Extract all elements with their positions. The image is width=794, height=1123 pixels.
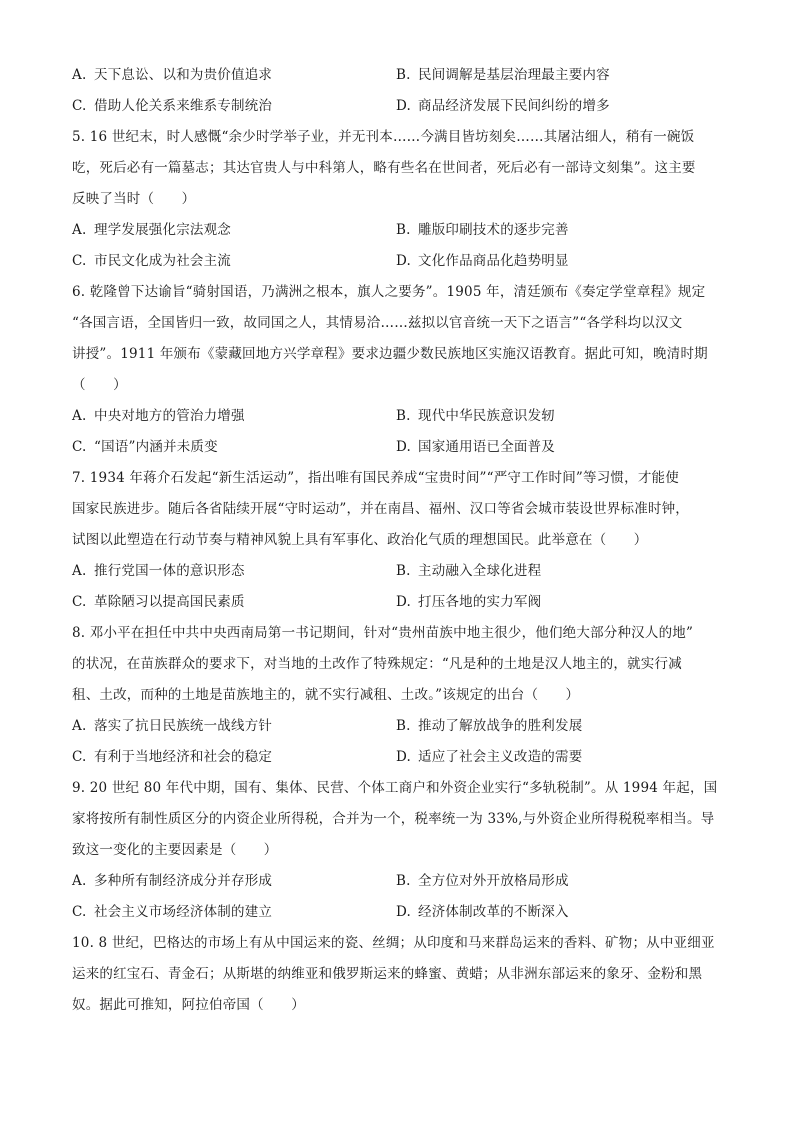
question-6-line: （ ）	[72, 377, 127, 393]
option-a: A. 多种所有制经济成分并存形成	[72, 873, 273, 889]
question-8-options	[72, 711, 722, 773]
option-a: A. 中央对地方的管治力增强	[72, 408, 245, 424]
question-8	[72, 618, 722, 773]
question-9-line: 9. 20 世纪 80 年代中期，国有、集体、民营、个体工商户和外资企业实行“多轨税制”。从 1994 年起，国	[72, 780, 718, 796]
option-b: B. 民间调解是基层治理最主要内容	[396, 67, 610, 83]
option-b: B. 全方位对外开放格局形成	[396, 873, 569, 889]
option-d: D. 适应了社会主义改造的需要	[396, 749, 583, 765]
option-b: B. 推动了解放战争的胜利发展	[396, 718, 583, 734]
option-c: C. 社会主义市场经济体制的建立	[72, 904, 273, 920]
question-7-options	[72, 556, 722, 618]
option-b: B. 主动融入全球化进程	[396, 563, 542, 579]
option-a: A. 推行党国一体的意识形态	[72, 563, 245, 579]
question-9-line: 家将按所有制性质区分的内资企业所得税，合并为一个，税率统一为 33%,与外资企业所得税税率相当。导	[72, 811, 715, 827]
question-10-line: 10. 8 世纪，巴格达的市场上有从中国运来的瓷、丝绸；从印度和马来群岛运来的香料、矿物；从中亚细亚	[72, 935, 715, 951]
question-10-line: 运来的红宝石、青金石；从斯堪的纳维亚和俄罗斯运来的蜂蜜、黄蜡；从非洲东部运来的象牙、金粉和黑	[72, 966, 703, 982]
question-10	[72, 928, 722, 1021]
question-5-line: 反映了当时（ ）	[72, 191, 196, 207]
option-a: A. 理学发展强化宗法观念	[72, 222, 231, 238]
option-c: C. 借助人伦关系来维系专制统治	[72, 98, 273, 114]
question-4	[72, 60, 722, 122]
question-6-line: 6. 乾隆曾下达谕旨“骑射国语，乃满洲之根本，旗人之要务”。1905 年，清廷颁布《奏定学堂章程》规定	[72, 284, 706, 300]
question-6	[72, 277, 722, 463]
option-a: A. 天下息讼、以和为贵价值追求	[72, 67, 273, 83]
question-8-line: 8. 邓小平在担任中共中央西南局第一书记期间，针对“贵州苗族中地主很少，他们绝大部分种汉人的地”	[72, 625, 694, 641]
question-8-line: 的状况，在苗族群众的要求下，对当地的土改作了特殊规定：“凡是种的土地是汉人地主的，就实行减	[72, 656, 682, 672]
question-4-options	[72, 60, 722, 122]
option-d: D. 经济体制改革的不断深入	[396, 904, 569, 920]
question-5-options	[72, 215, 722, 277]
question-10-line: 奴。据此可推知，阿拉伯帝国（ ）	[72, 997, 305, 1013]
question-6-options	[72, 401, 722, 463]
option-d: D. 文化作品商品化趋势明显	[396, 253, 569, 269]
question-9-options	[72, 866, 722, 928]
question-9-line: 致这一变化的主要因素是（ ）	[72, 842, 278, 858]
question-5-line: 吃，死后必有一篇墓志；其达官贵人与中科第人，略有些名在世间者，死后必有一部诗文刻集”。这主要	[72, 160, 696, 176]
option-d: D. 打压各地的实力军阀	[396, 594, 542, 610]
option-b: B. 现代中华民族意识发轫	[396, 408, 555, 424]
option-c: C. 市民文化成为社会主流	[72, 253, 231, 269]
exam-page	[72, 60, 722, 1021]
question-5-line: 5. 16 世纪末，时人感慨“余少时学举子业，并无刊本……今满目皆坊刻矣……其屠沽细人，稍有一碗饭	[72, 129, 695, 145]
option-d: D. 商品经济发展下民间纠纷的增多	[396, 98, 610, 114]
question-7	[72, 463, 722, 618]
option-d: D. 国家通用语已全面普及	[396, 439, 555, 455]
question-9	[72, 773, 722, 928]
question-8-line: 租、土改，而种的土地是苗族地主的，就不实行减租、土改。”该规定的出台（ ）	[72, 687, 580, 703]
option-c: C. 革除陋习以提高国民素质	[72, 594, 245, 610]
question-7-line: 国家民族进步。随后各省陆续开展“守时运动”，并在南昌、福州、汉口等省会城市装设世界标准时钟，	[72, 501, 690, 517]
question-6-line: 讲授”。1911 年颁布《蒙藏回地方兴学章程》要求边疆少数民族地区实施汉语教育。据此可知，晚清时期	[72, 346, 708, 362]
question-7-line: 7. 1934 年蒋介石发起“新生活运动”，指出唯有国民养成“宝贵时间”“严守工作时间”等习惯，才能使	[72, 470, 679, 486]
question-5	[72, 122, 722, 277]
question-6-line: “各国言语，全国皆归一致，故同国之人，其情易洽……兹拟以官音统一天下之语言”“各学科均以汉文	[72, 315, 683, 331]
option-c: C. 有利于当地经济和社会的稳定	[72, 749, 273, 765]
question-7-line: 试图以此塑造在行动节奏与精神风貌上具有军事化、政治化气质的理想国民。此举意在（ ）	[72, 532, 648, 548]
option-a: A. 落实了抗日民族统一战线方针	[72, 718, 273, 734]
option-c: C. “国语”内涵并未质变	[72, 439, 218, 455]
option-b: B. 雕版印刷技术的逐步完善	[396, 222, 569, 238]
